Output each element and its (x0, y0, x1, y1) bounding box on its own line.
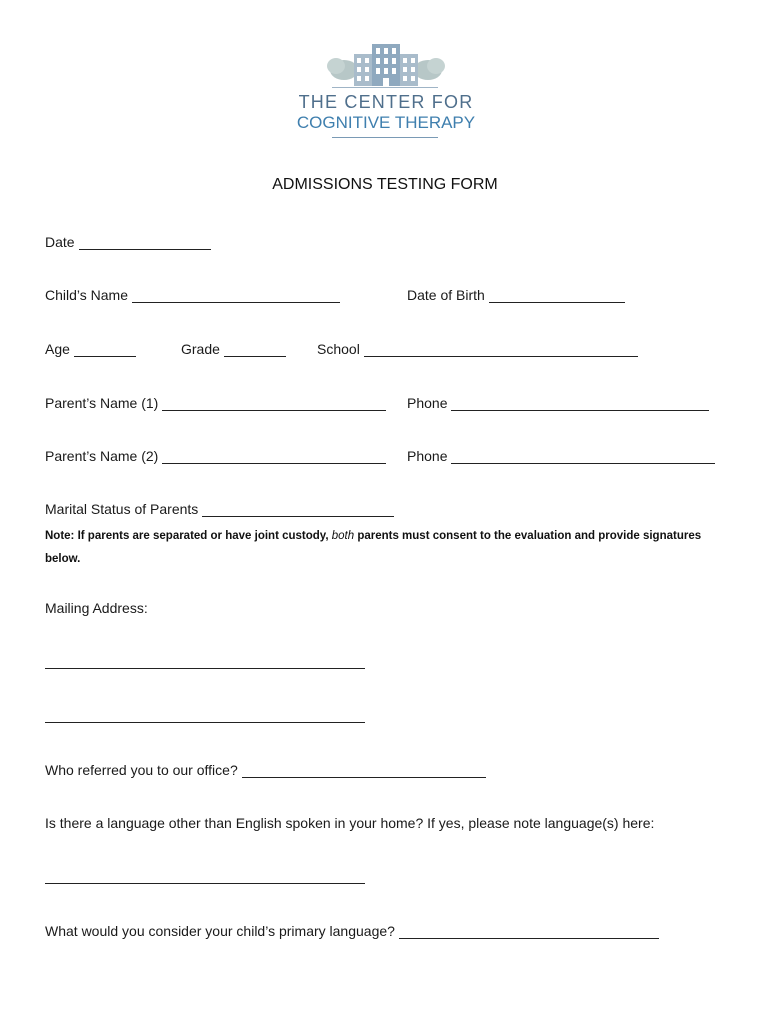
school-field[interactable] (317, 341, 638, 357)
logo-divider-top (332, 87, 438, 88)
referral-field[interactable] (45, 762, 486, 778)
logo-text-line2: COGNITIVE THERAPY (296, 113, 476, 132)
phone1-blank[interactable] (451, 396, 709, 411)
date-field[interactable] (45, 234, 211, 250)
phone2-field[interactable] (407, 448, 715, 464)
child-name-blank[interactable] (132, 288, 340, 303)
mailing-address-label: Mailing Address: (45, 600, 148, 616)
phone2-blank[interactable] (451, 449, 715, 464)
marital-status-blank[interactable] (202, 502, 394, 517)
primary-language-label: What would you consider your child’s primary language? (45, 923, 395, 939)
center-logo (296, 40, 476, 140)
school-blank[interactable] (364, 342, 638, 357)
custody-note (45, 525, 735, 571)
age-label: Age (45, 341, 70, 357)
grade-blank[interactable] (224, 342, 286, 357)
parent2-name-label: Parent’s Name (2) (45, 448, 159, 464)
date-of-birth-blank[interactable] (489, 288, 625, 303)
form-title: ADMISSIONS TESTING FORM (272, 176, 498, 193)
phone1-label: Phone (407, 395, 448, 411)
date-blank[interactable] (79, 235, 211, 250)
parent2-name-field[interactable] (45, 448, 386, 464)
note-suffix: parents must consent to the evaluation and provide signatures below. (45, 530, 702, 565)
parent1-name-blank[interactable] (162, 396, 386, 411)
date-of-birth-field[interactable] (407, 287, 625, 303)
language-question-label: Is there a language other than English spoken in your home? If yes, please note language(s) here: (45, 815, 655, 831)
age-field[interactable] (45, 341, 136, 357)
parent2-name-blank[interactable] (162, 449, 386, 464)
grade-field[interactable] (181, 341, 286, 357)
note-emphasis: both (331, 530, 355, 542)
referral-blank[interactable] (242, 763, 486, 778)
grade-label: Grade (181, 341, 220, 357)
age-blank[interactable] (74, 342, 136, 357)
marital-status-field[interactable] (45, 501, 394, 517)
phone2-label: Phone (407, 448, 448, 464)
language-question (45, 815, 654, 831)
language-answer-line[interactable] (45, 883, 365, 884)
logo-divider-bottom (332, 137, 438, 138)
mailing-address-line-2[interactable] (45, 722, 365, 723)
mailing-address-line-1[interactable] (45, 668, 365, 669)
parent1-name-field[interactable] (45, 395, 386, 411)
mailing-address-field (45, 600, 148, 616)
date-of-birth-label: Date of Birth (407, 287, 485, 303)
primary-language-blank[interactable] (399, 924, 659, 939)
referral-label: Who referred you to our office? (45, 762, 238, 778)
building-icon (326, 40, 446, 88)
child-name-field[interactable] (45, 287, 340, 303)
date-label: Date (45, 234, 75, 250)
note-prefix: Note: If parents are separated or have joint custody, (45, 530, 332, 542)
school-label: School (317, 341, 360, 357)
parent1-name-label: Parent’s Name (1) (45, 395, 159, 411)
logo-text-line1: THE CENTER FOR (298, 92, 474, 112)
child-name-label: Child’s Name (45, 287, 128, 303)
marital-status-label: Marital Status of Parents (45, 501, 199, 517)
phone1-field[interactable] (407, 395, 709, 411)
primary-language-field[interactable] (45, 923, 659, 939)
